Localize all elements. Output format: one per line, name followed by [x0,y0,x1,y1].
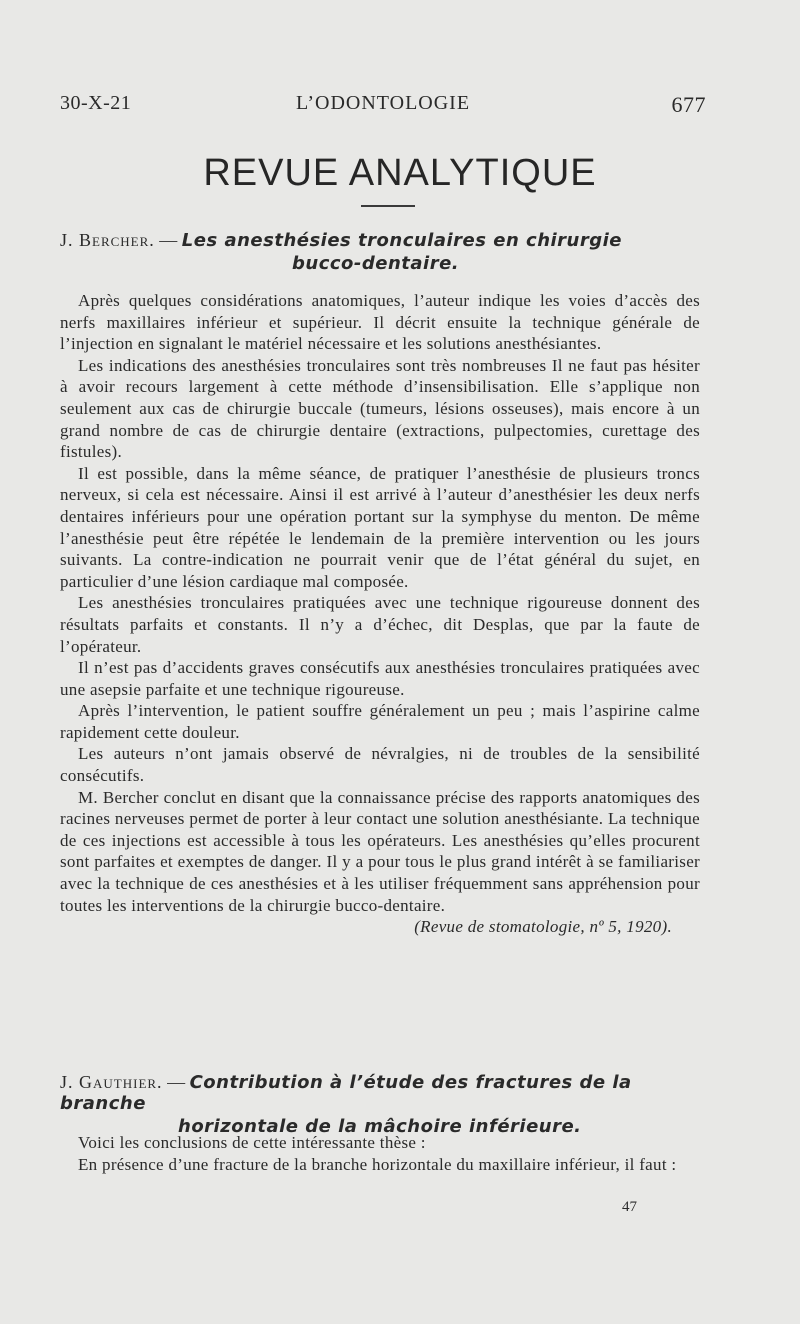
article-author: J. Gauthier. [60,1072,163,1092]
paragraph: Voici les conclusions de cette intéressante thèse : [78,1133,426,1152]
article-heading-gauthier [60,1072,710,1137]
article-author: J. Bercher. [60,230,155,250]
section-title: REVUE ANALYTIQUE [203,152,597,194]
paragraph: En présence d’une fracture de la branche horizontale du maxillaire inférieur, il faut : [78,1154,677,1174]
issue-date: 30-X-21 [60,92,132,114]
paragraph: Après l’intervention, le patient souffre généralement un peu ; mais l’aspirine calme rapidement cette douleur. [60,701,700,742]
article-title-continued: bucco-dentaire. [292,253,460,274]
heading-dash: — [167,1072,186,1092]
citation: (Revue de stomatologie, nº 5, 1920). [414,917,672,937]
signature-mark: 47 [622,1199,637,1215]
article-body-gauthier [60,1132,700,1175]
article-title: Contribution à l’étude des fractures de la branche [60,1072,632,1114]
running-head [60,92,706,122]
page-number: 677 [671,92,706,117]
article-body-bercher [60,290,700,938]
article-title-continued: horizontale de la mâchoire inférieure. [178,1116,582,1137]
title-divider [361,205,415,207]
paragraph: Les auteurs n’ont jamais observé de névralgies, ni de troubles de la sensibilité consécutifs. [60,744,700,786]
heading-dash: — [159,230,178,250]
article-heading-bercher [60,230,710,274]
paragraph: Après quelques considérations anatomiques, l’auteur indique les voies d’accès des nerfs maxillaires inférieur et supérieur. Il décrit ensuite la technique générale de l’injection en signalant le matériel nécessaire et les solutions anesthésiantes. [60,291,700,354]
article-title: Les anesthésies tronculaires en chirurgie [181,230,623,251]
journal-name: L’ODONTOLOGIE [295,92,471,114]
paragraph: Il n’est pas d’accidents graves consécutifs aux anesthésies tronculaires pratiquées avec une asepsie parfaite et une technique rigoureuse. [60,658,700,699]
paragraph: M. Bercher conclut en disant que la connaissance précise des rapports anatomiques des racines nerveuses permet de porter à leur contact une solution anesthésiante. La technique de ces injections est accessible à tous les opérateurs. Les anesthésies qu’elles procurent sont parfaites et exemptes de danger. Il y a pour tous le plus grand intérêt à se familiariser avec la technique de ces anesthésies et à les utiliser fréquemment sans appréhension pour toutes les interventions de la chirurgie bucco-dentaire. [60,787,700,915]
paragraph: Les indications des anesthésies tronculaires sont très nombreuses Il ne faut pas hésiter à avoir recours largement à cette méthode d’insensibilisation. Elle s’applique non seulement aux cas de chirurgie buccale (tumeurs, lésions osseuses), mais encore à un grand nombre de cas de chirurgie dentaire (extractions, pulpectomies, curettage des fistules). [60,355,700,462]
paragraph: Il est possible, dans la même séance, de pratiquer l’anesthésie de plusieurs troncs nerveux, si cela est nécessaire. Ainsi il est arrivé à l’auteur d’anesthésier les deux nerfs dentaires inférieurs pour une opération portant sur la symphyse du menton. De même l’anesthésie peut être répétée le lendemain de la première intervention ou les jours suivants. La contre-indication ne pourrait venir que de l’état général du sujet, en particulier d’une lésion cardiaque mal composée. [60,463,700,591]
paragraph: Les anesthésies tronculaires pratiquées avec une technique rigoureuse donnent des résultats parfaits et constants. Il n’y a d’échec, dit Desplas, que par la faute de l’opérateur. [60,593,700,656]
